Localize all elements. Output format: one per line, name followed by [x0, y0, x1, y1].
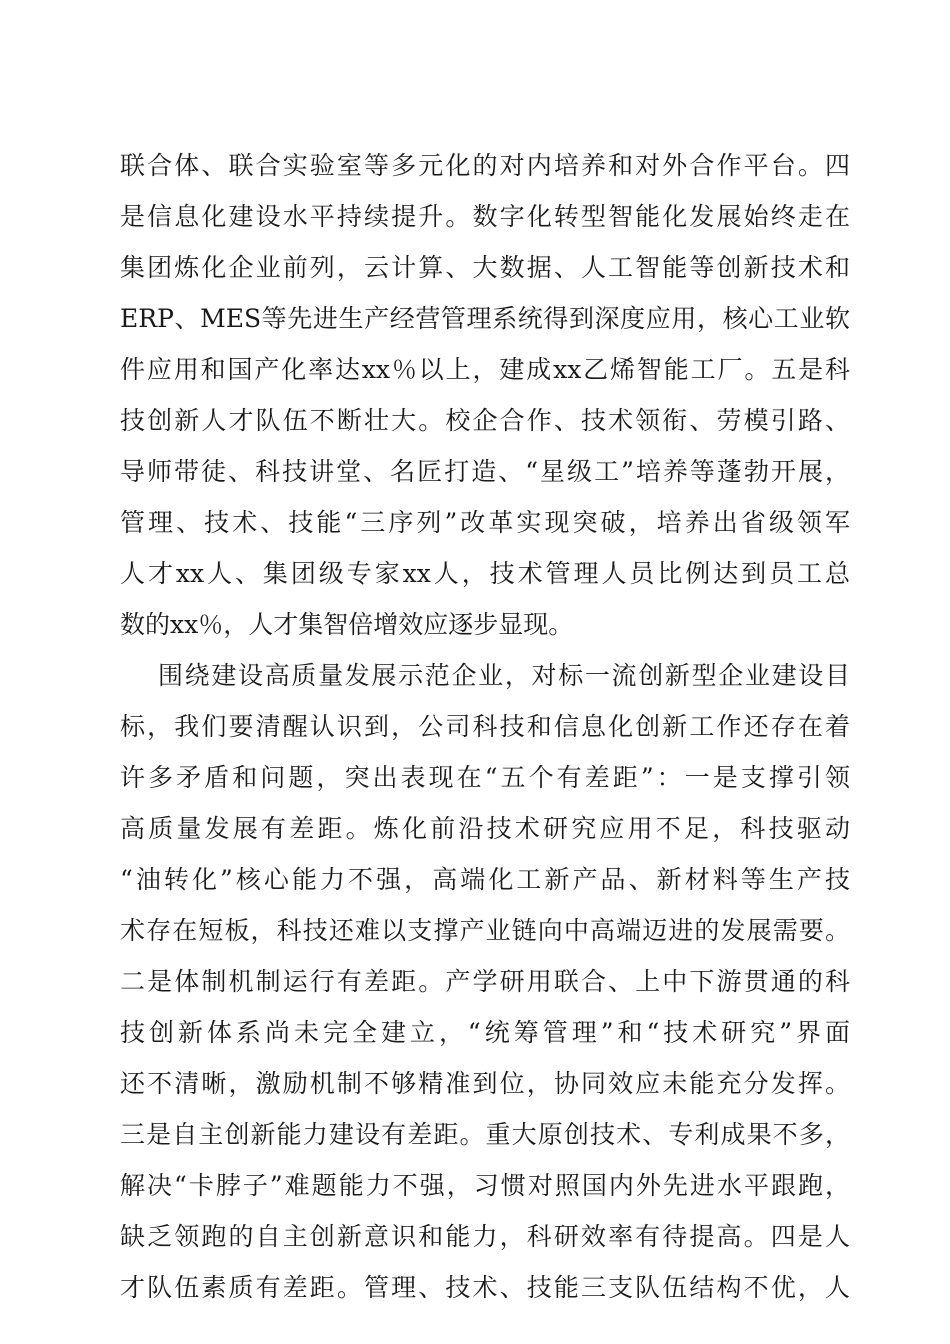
paragraph-first-line: 围绕建设高质量发展示范企业，对标一流创新型企业建设目: [158, 661, 850, 690]
text-line: 数的xx％，人才集智倍增效应逐步显现。: [120, 610, 574, 639]
text-line: 技创新体系尚未完全建立，“统筹管理”和“技术研究”界面: [120, 1018, 850, 1047]
text-line: 解决“卡脖子”难题能力不强，习惯对照国内外先进水平跟跑，: [120, 1171, 850, 1200]
text-line: 管理、技术、技能“三序列”改革实现突破，培养出省级领军: [120, 508, 850, 537]
text-line: 导师带徒、科技讲堂、名匠打造、“星级工”培养等蓬勃开展，: [120, 457, 850, 486]
text-line: 术存在短板，科技还难以支撑产业链向中高端迈进的发展需要。: [120, 916, 850, 945]
text-line: 高质量发展有差距。炼化前沿技术研究应用不足，科技驱动: [120, 814, 850, 843]
text-line: 技创新人才队伍不断壮大。校企合作、技术领衔、劳模引路、: [120, 406, 850, 435]
text-line: 二是体制机制运行有差距。产学研用联合、上中下游贯通的科: [120, 967, 850, 996]
text-line: 标，我们要清醒认识到，公司科技和信息化创新工作还存在着: [120, 712, 850, 741]
text-line: 许多矛盾和问题，突出表现在“五个有差距”：一是支撑引领: [120, 763, 850, 792]
text-line: 是信息化建设水平持续提升。数字化转型智能化发展始终走在: [120, 202, 850, 231]
text-line: 联合体、联合实验室等多元化的对内培养和对外合作平台。四: [120, 151, 850, 180]
text-line: “油转化”核心能力不强，高端化工新产品、新材料等生产技: [120, 865, 850, 894]
text-line: 才队伍素质有差距。管理、技术、技能三支队伍结构不优，人: [120, 1273, 850, 1302]
text-line: 件应用和国产化率达xx％以上，建成xx乙烯智能工厂。五是科: [120, 355, 850, 384]
text-line: 缺乏领跑的自主创新意识和能力，科研效率有待提高。四是人: [120, 1222, 850, 1251]
text-line: 还不清晰，激励机制不够精准到位，协同效应未能充分发挥。: [120, 1069, 850, 1098]
text-line: 三是自主创新能力建设有差距。重大原创技术、专利成果不多，: [120, 1120, 850, 1149]
text-line: 集团炼化企业前列，云计算、大数据、人工智能等创新技术和: [120, 253, 850, 282]
text-line: 人才xx人、集团级专家xx人，技术管理人员比例达到员工总: [120, 559, 850, 588]
body-text: [120, 140, 850, 1313]
text-line: ERP、MES等先进生产经营管理系统得到深度应用，核心工业软: [120, 304, 850, 333]
